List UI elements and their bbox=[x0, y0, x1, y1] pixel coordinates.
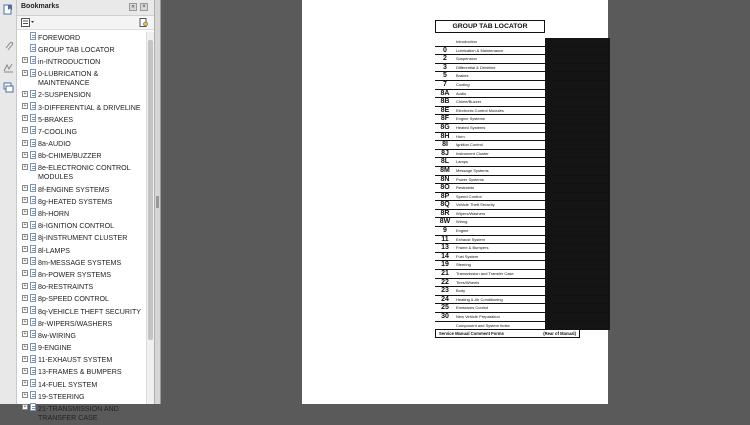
bookmark-page-icon bbox=[30, 282, 36, 290]
tab-row[interactable] bbox=[435, 107, 610, 116]
tab-black-bar bbox=[545, 313, 610, 321]
tab-black-bar bbox=[545, 72, 610, 80]
expand-toggle-icon[interactable]: + bbox=[23, 282, 27, 289]
bookmark-label: 8o-RESTRAINTS bbox=[38, 283, 94, 292]
tab-name: Message Systems bbox=[456, 167, 489, 173]
bookmark-label: 8m-MESSAGE SYSTEMS bbox=[38, 258, 122, 267]
tab-number: 14 bbox=[441, 252, 449, 260]
tab-number: 8J bbox=[441, 149, 449, 157]
tab-row[interactable] bbox=[435, 115, 610, 124]
tab-black-bar bbox=[545, 244, 610, 252]
tab-name: Instrument Cluster bbox=[456, 150, 489, 156]
expand-toggle-icon[interactable]: + bbox=[23, 197, 27, 204]
bookmark-label: 0-LUBRICATION & MAINTENANCE bbox=[38, 70, 99, 88]
bookmark-page-icon bbox=[30, 257, 36, 265]
tab-black-bar bbox=[545, 38, 610, 46]
expand-toggle-icon[interactable]: + bbox=[23, 246, 27, 252]
tab-number: 8I bbox=[442, 141, 448, 149]
bookmark-page-icon bbox=[30, 355, 36, 363]
tab-number bbox=[435, 38, 455, 46]
tab-row[interactable] bbox=[435, 227, 610, 236]
group-tab-table bbox=[435, 38, 610, 330]
tab-row[interactable] bbox=[435, 176, 610, 185]
splitter-grip[interactable] bbox=[156, 196, 159, 208]
bookmark-label: GROUP TAB LOCATOR bbox=[38, 45, 115, 54]
bookmark-item[interactable] bbox=[17, 245, 147, 257]
tab-row[interactable] bbox=[435, 304, 610, 313]
tab-name: Exhaust System bbox=[456, 236, 485, 242]
bookmark-item[interactable] bbox=[17, 403, 147, 424]
bookmark-item[interactable] bbox=[17, 318, 147, 330]
tab-black-bar bbox=[545, 210, 610, 218]
tab-black-bar bbox=[545, 227, 610, 235]
bookmark-label: 8e-ELECTRONIC CONTROL MODULES bbox=[38, 164, 131, 182]
expand-toggle-icon[interactable]: + bbox=[23, 319, 27, 326]
tab-name: Ignition Control bbox=[456, 142, 483, 148]
tab-number: 8H bbox=[440, 132, 450, 140]
attachment-icon[interactable] bbox=[3, 40, 14, 51]
tab-number: 8G bbox=[440, 123, 450, 131]
bookmark-item[interactable] bbox=[17, 69, 147, 90]
service-manual-comment-row bbox=[435, 329, 580, 338]
bookmark-label: 8j-INSTRUMENT CLUSTER bbox=[38, 234, 128, 243]
bookmark-page-icon bbox=[30, 139, 36, 147]
bookmark-item[interactable] bbox=[17, 114, 147, 126]
expand-toggle-icon[interactable]: + bbox=[23, 355, 27, 362]
bookmark-item[interactable] bbox=[17, 151, 147, 163]
tab-number: 8R bbox=[440, 209, 450, 217]
bookmark-label: 8n-POWER SYSTEMS bbox=[38, 270, 111, 279]
tab-name: Wiring bbox=[456, 219, 468, 225]
tab-name: Speed Control bbox=[456, 193, 482, 199]
bookmark-page-icon bbox=[30, 151, 36, 159]
bookmarks-panel bbox=[17, 0, 155, 423]
bookmark-item[interactable] bbox=[17, 221, 147, 233]
tab-row[interactable] bbox=[435, 98, 610, 107]
tab-row[interactable] bbox=[435, 167, 610, 176]
tab-row[interactable] bbox=[435, 133, 610, 142]
bookmark-page-icon bbox=[30, 69, 36, 77]
bookmark-label: 8f-ENGINE SYSTEMS bbox=[38, 185, 110, 194]
expand-toggle-icon[interactable]: + bbox=[23, 185, 27, 192]
tab-row[interactable] bbox=[435, 261, 610, 270]
tab-name: Lubrication & Maintenance bbox=[456, 47, 504, 53]
tab-black-bar bbox=[545, 167, 610, 175]
bookmark-label: 21-TRANSMISSION AND TRANSFER CASE bbox=[38, 405, 119, 423]
expand-toggle-icon[interactable]: + bbox=[23, 209, 27, 216]
tab-black-bar bbox=[545, 64, 610, 72]
tab-name: Transmission and Transfer Case bbox=[456, 271, 514, 277]
bookmark-page-icon bbox=[30, 343, 36, 351]
expand-toggle-icon[interactable]: + bbox=[23, 151, 27, 158]
tab-black-bar bbox=[545, 124, 610, 132]
bookmark-label: 8p-SPEED CONTROL bbox=[38, 295, 109, 304]
tab-name: Brakes bbox=[456, 73, 469, 79]
tab-number: 21 bbox=[441, 270, 449, 278]
tab-black-bar bbox=[545, 55, 610, 63]
tab-number: 8F bbox=[440, 115, 450, 123]
tab-black-bar bbox=[545, 150, 610, 158]
tab-black-bar bbox=[545, 158, 610, 166]
tab-row[interactable] bbox=[435, 64, 610, 73]
tab-row[interactable] bbox=[435, 141, 610, 150]
bookmark-item[interactable] bbox=[17, 102, 147, 114]
tab-row[interactable] bbox=[435, 218, 610, 227]
tab-number: 9 bbox=[443, 227, 447, 235]
rear-of-manual-label: (Rear of Manual) bbox=[543, 331, 576, 336]
bookmark-page-icon bbox=[30, 306, 36, 314]
tab-number: 13 bbox=[441, 244, 449, 252]
bookmark-item[interactable] bbox=[17, 343, 147, 355]
options-menu-icon[interactable] bbox=[21, 18, 35, 27]
bookmark-label: 14-FUEL SYSTEM bbox=[38, 380, 98, 389]
bookmark-label: 13-FRAMES & BUMPERS bbox=[38, 368, 122, 377]
tab-row[interactable] bbox=[435, 210, 610, 219]
tab-name: Audio bbox=[456, 90, 467, 96]
bookmark-item[interactable] bbox=[17, 233, 147, 245]
bookmark-item[interactable] bbox=[17, 269, 147, 281]
tab-number: 3 bbox=[443, 63, 447, 71]
tab-black-bar bbox=[545, 81, 610, 89]
panel-scrollbar[interactable] bbox=[146, 32, 154, 404]
expand-toggle-icon[interactable]: + bbox=[23, 258, 27, 265]
tab-number: 0 bbox=[443, 46, 447, 54]
expand-toggle-icon[interactable]: + bbox=[23, 343, 27, 350]
tab-number: 8P bbox=[440, 192, 450, 200]
collapse-panel-button[interactable]: « bbox=[129, 3, 137, 11]
tab-black-bar bbox=[545, 98, 610, 106]
bookmark-item[interactable] bbox=[17, 379, 147, 391]
bookmarks-icon[interactable] bbox=[3, 4, 14, 15]
bookmark-item[interactable] bbox=[17, 355, 147, 367]
tab-black-bar bbox=[545, 184, 610, 192]
bookmark-page-icon bbox=[30, 163, 36, 171]
expand-toggle-icon[interactable]: + bbox=[23, 367, 27, 374]
bookmark-label: in-INTRODUCTION bbox=[38, 57, 101, 66]
tab-black-bar bbox=[545, 107, 610, 115]
bookmark-label: 8w-WIRING bbox=[38, 331, 76, 340]
bookmark-page-icon bbox=[30, 56, 36, 64]
tab-row[interactable] bbox=[435, 150, 610, 159]
bookmark-label: 8h-HORN bbox=[38, 210, 70, 219]
navigation-pane-strip bbox=[0, 0, 17, 404]
bookmark-page-icon bbox=[30, 102, 36, 110]
expand-toggle-icon[interactable]: + bbox=[23, 294, 27, 301]
bookmark-page-icon bbox=[30, 114, 36, 122]
tab-name: Engine bbox=[456, 228, 469, 234]
tab-number: 23 bbox=[441, 287, 449, 295]
signature-icon[interactable] bbox=[3, 62, 14, 73]
tab-name: Cooling bbox=[456, 81, 470, 87]
bookmark-page-icon bbox=[30, 233, 36, 241]
group-tab-locator-title: GROUP TAB LOCATOR bbox=[435, 20, 545, 33]
panel-title: Bookmarks bbox=[21, 3, 60, 10]
bookmark-page-icon bbox=[30, 294, 36, 302]
expand-toggle-icon[interactable]: + bbox=[23, 380, 27, 387]
tab-black-bar bbox=[545, 296, 610, 304]
bookmark-label: 8g-HEATED SYSTEMS bbox=[38, 197, 113, 206]
bookmark-page-icon bbox=[30, 245, 36, 253]
bookmark-item[interactable] bbox=[17, 282, 147, 294]
tab-name: Vehicle Theft Security bbox=[456, 202, 495, 208]
panel-toolbar bbox=[17, 16, 154, 30]
tab-number: 8Q bbox=[440, 201, 450, 209]
bookmark-label: 5-BRAKES bbox=[38, 115, 74, 124]
bookmark-item[interactable] bbox=[17, 196, 147, 208]
tab-row[interactable] bbox=[435, 90, 610, 99]
bookmark-page-icon bbox=[30, 379, 36, 387]
bookmark-page-icon bbox=[30, 269, 36, 277]
tab-black-bar bbox=[545, 253, 610, 261]
tab-row[interactable] bbox=[435, 158, 610, 167]
bookmark-label: 8b-CHIME/BUZZER bbox=[38, 152, 102, 161]
tab-black-bar bbox=[545, 236, 610, 244]
tab-name: Body bbox=[456, 288, 466, 294]
tab-name: Lamps bbox=[456, 159, 469, 165]
tab-black-bar bbox=[545, 90, 610, 98]
bookmark-item[interactable] bbox=[17, 126, 147, 138]
bookmark-label: 8r-WIPERS/WASHERS bbox=[38, 319, 113, 328]
tab-row[interactable] bbox=[435, 287, 610, 296]
tab-row[interactable] bbox=[435, 193, 610, 202]
bookmark-page-icon bbox=[30, 318, 36, 326]
tab-name: Engine Systems bbox=[456, 116, 485, 122]
bookmark-item[interactable] bbox=[17, 330, 147, 342]
bookmark-item[interactable] bbox=[17, 391, 147, 403]
tab-name: Power Systems bbox=[456, 176, 484, 182]
tab-black-bar bbox=[545, 176, 610, 184]
tab-number: 30 bbox=[441, 313, 449, 320]
bookmark-page-icon bbox=[30, 330, 36, 338]
tab-number: 8B bbox=[440, 98, 450, 106]
tab-row[interactable] bbox=[435, 55, 610, 64]
tab-number: 8L bbox=[440, 158, 450, 166]
expand-toggle-icon[interactable]: + bbox=[23, 270, 27, 277]
expand-toggle-icon[interactable]: + bbox=[23, 90, 27, 97]
tab-row[interactable] bbox=[435, 184, 610, 193]
tab-row[interactable] bbox=[435, 296, 610, 305]
expand-toggle-icon[interactable]: + bbox=[23, 57, 27, 64]
tab-name: Heating & Air Conditioning bbox=[456, 296, 503, 302]
expand-toggle-icon[interactable]: + bbox=[23, 404, 27, 411]
tab-number: 11 bbox=[441, 235, 449, 243]
tab-name: Wipers/Washers bbox=[456, 210, 486, 216]
tab-black-bar bbox=[545, 141, 610, 149]
tab-black-bar bbox=[545, 218, 610, 226]
bookmark-page-icon bbox=[30, 32, 36, 40]
bookmark-item[interactable] bbox=[17, 139, 147, 151]
tab-name: Suspension bbox=[456, 56, 477, 62]
tab-number: 22 bbox=[441, 278, 449, 286]
tab-row[interactable] bbox=[435, 279, 610, 288]
bookmark-item[interactable] bbox=[17, 90, 147, 102]
tab-row[interactable] bbox=[435, 313, 610, 322]
bookmark-label: 19-STEERING bbox=[38, 392, 85, 401]
panel-splitter[interactable] bbox=[155, 0, 161, 404]
scrollbar-thumb[interactable] bbox=[148, 40, 153, 340]
tab-name: Steering bbox=[456, 262, 471, 268]
bookmark-item[interactable] bbox=[17, 44, 147, 56]
expand-toggle-icon[interactable]: + bbox=[23, 139, 27, 146]
tab-row[interactable] bbox=[435, 38, 610, 47]
bookmark-page-icon bbox=[30, 367, 36, 375]
tab-black-bar bbox=[545, 193, 610, 201]
tab-name: Emissions Control bbox=[456, 305, 489, 311]
bookmark-label: 11-EXHAUST SYSTEM bbox=[38, 356, 113, 365]
find-bookmark-icon[interactable] bbox=[139, 18, 149, 28]
bookmark-page-icon bbox=[30, 208, 36, 216]
tab-row[interactable] bbox=[435, 244, 610, 253]
bookmark-label: 8l-LAMPS bbox=[38, 246, 70, 255]
tab-black-bar bbox=[545, 201, 610, 209]
tab-number: 8N bbox=[440, 175, 450, 183]
expand-toggle-icon[interactable]: + bbox=[23, 69, 27, 76]
tab-row[interactable] bbox=[435, 270, 610, 279]
tab-number: 8O bbox=[440, 184, 450, 192]
tab-name: Heated Systems bbox=[456, 124, 486, 130]
tab-number: 8A bbox=[440, 89, 450, 97]
bookmark-item[interactable] bbox=[17, 163, 147, 184]
tab-black-bar bbox=[545, 47, 610, 55]
tab-black-bar bbox=[545, 270, 610, 278]
tab-row[interactable] bbox=[435, 72, 610, 81]
bookmark-label: 8i-IGNITION CONTROL bbox=[38, 222, 115, 231]
expand-toggle-icon[interactable]: + bbox=[23, 221, 27, 228]
bookmark-page-icon bbox=[30, 44, 36, 52]
expand-toggle-icon[interactable]: + bbox=[23, 127, 27, 134]
bookmark-label: 3-DIFFERENTIAL & DRIVELINE bbox=[38, 103, 141, 112]
tab-name: Electronic Control Modules bbox=[456, 107, 504, 113]
bookmark-label: 8q-VEHICLE THEFT SECURITY bbox=[38, 307, 142, 316]
bookmark-page-icon bbox=[30, 403, 36, 411]
tab-name: New Vehicle Preparation bbox=[456, 314, 500, 319]
tab-name: Restraints bbox=[456, 185, 475, 191]
tab-row[interactable] bbox=[435, 47, 610, 56]
expand-toggle-icon[interactable]: + bbox=[23, 392, 27, 399]
tab-number: 24 bbox=[441, 295, 449, 303]
tab-name: Component and System Index bbox=[456, 322, 510, 328]
tab-name: Frame & Bumpers bbox=[456, 245, 489, 251]
bookmark-item[interactable] bbox=[17, 208, 147, 220]
document-page bbox=[302, 0, 608, 404]
bookmark-page-icon bbox=[30, 391, 36, 399]
tab-black-bar bbox=[545, 287, 610, 295]
tab-row[interactable] bbox=[435, 236, 610, 245]
tab-black-bar bbox=[545, 279, 610, 287]
bookmark-label: 7-COOLING bbox=[38, 127, 78, 136]
bookmark-label: 9-ENGINE bbox=[38, 344, 72, 353]
bookmark-item[interactable] bbox=[17, 56, 147, 68]
bookmark-item[interactable] bbox=[17, 184, 147, 196]
tab-name: Differential & Driveline bbox=[456, 64, 496, 70]
bookmark-list bbox=[17, 32, 147, 423]
bookmark-item[interactable] bbox=[17, 306, 147, 318]
close-panel-button[interactable]: × bbox=[140, 3, 148, 11]
expand-toggle-icon[interactable]: + bbox=[23, 115, 27, 122]
expand-toggle-icon[interactable]: + bbox=[23, 233, 27, 240]
panel-header bbox=[17, 0, 154, 16]
tab-black-bar bbox=[545, 261, 610, 269]
tab-number: 7 bbox=[443, 80, 447, 88]
tab-number: 2 bbox=[443, 55, 447, 63]
expand-toggle-icon[interactable]: + bbox=[23, 163, 27, 170]
tab-row[interactable] bbox=[435, 81, 610, 90]
bookmark-item[interactable] bbox=[17, 367, 147, 379]
tab-row[interactable] bbox=[435, 253, 610, 262]
tab-name: Introduction bbox=[456, 39, 477, 44]
bookmark-item[interactable] bbox=[17, 32, 147, 44]
bookmark-label: 2-SUSPENSION bbox=[38, 91, 91, 100]
tab-number: 25 bbox=[441, 304, 449, 312]
tab-row[interactable] bbox=[435, 124, 610, 133]
tab-name: Chime/Buzzer bbox=[456, 99, 482, 105]
tab-number: 19 bbox=[441, 261, 449, 269]
tab-black-bar bbox=[545, 304, 610, 312]
tab-row[interactable] bbox=[435, 201, 610, 210]
bookmark-page-icon bbox=[30, 126, 36, 134]
bookmark-page-icon bbox=[30, 221, 36, 229]
expand-toggle-icon[interactable]: + bbox=[23, 331, 27, 338]
bookmark-page-icon bbox=[30, 90, 36, 98]
tab-number: 8M bbox=[440, 166, 450, 174]
tab-number: 8E bbox=[440, 106, 450, 114]
tab-name: Fuel System bbox=[456, 253, 479, 259]
bookmark-label: 8a-AUDIO bbox=[38, 140, 71, 149]
comment-forms-label: Service Manual Comment Forms bbox=[439, 331, 504, 336]
tab-black-bar bbox=[545, 115, 610, 123]
bookmark-label: FOREWORD bbox=[38, 33, 81, 42]
bookmark-item[interactable] bbox=[17, 294, 147, 306]
tab-number: 8W bbox=[439, 218, 451, 226]
tab-black-bar bbox=[545, 133, 610, 141]
bookmark-page-icon bbox=[30, 184, 36, 192]
expand-toggle-icon[interactable]: + bbox=[23, 102, 27, 109]
bookmark-item[interactable] bbox=[17, 257, 147, 269]
tab-name: Horn bbox=[456, 133, 465, 139]
bookmark-page-icon bbox=[30, 196, 36, 204]
layers-icon[interactable] bbox=[3, 82, 14, 93]
expand-toggle-icon[interactable]: + bbox=[23, 306, 27, 313]
tab-number: 5 bbox=[443, 72, 447, 80]
tab-name: Tires/Wheels bbox=[456, 279, 480, 285]
